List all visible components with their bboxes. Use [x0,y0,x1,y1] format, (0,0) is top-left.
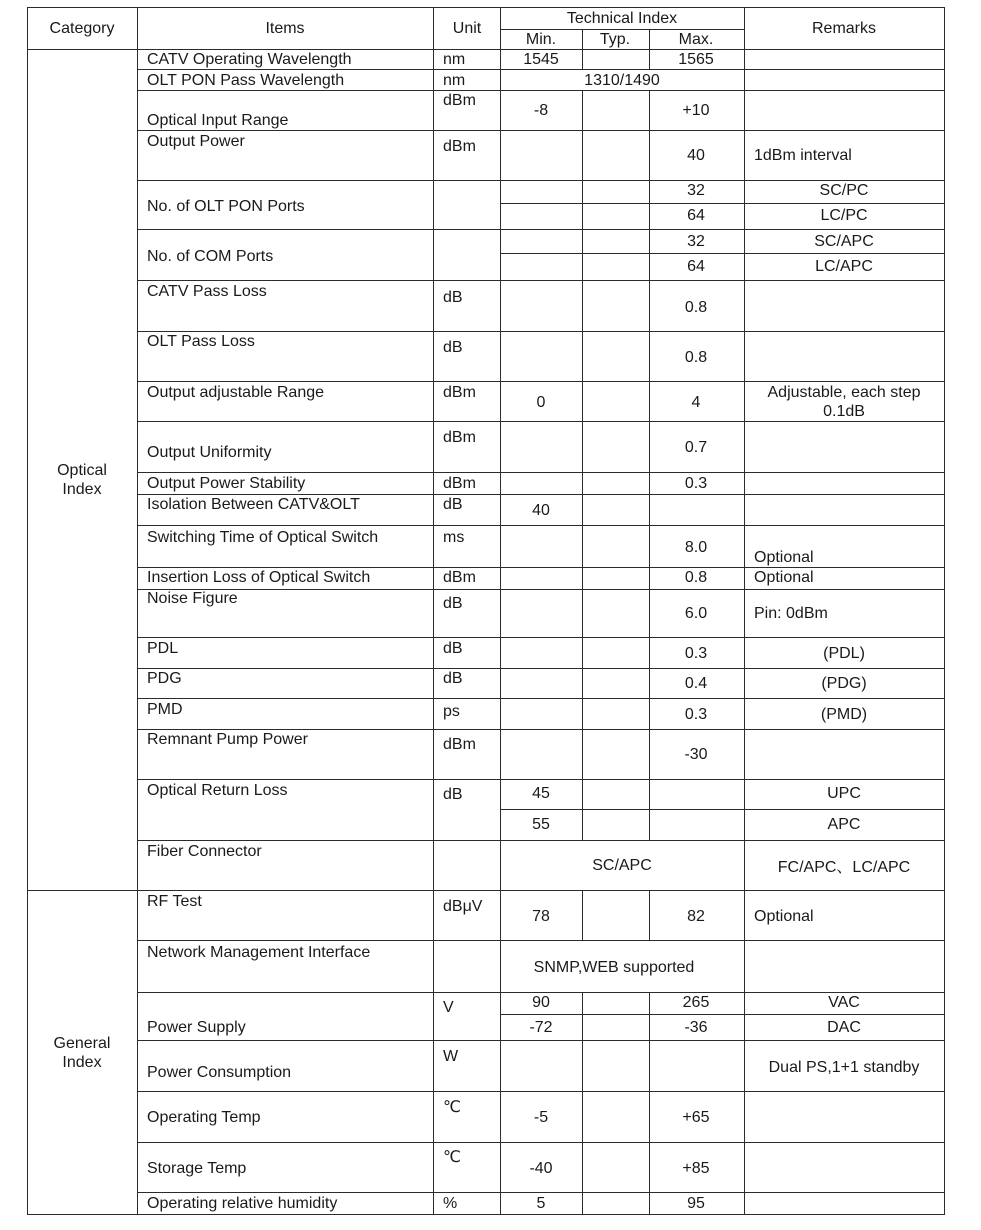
row-remark: Adjustable, each step [767,384,921,401]
row-item: No. of COM Ports [147,248,274,265]
row-item: Fiber Connector [147,843,262,860]
row-remark: VAC [828,994,860,1011]
row-max: -30 [684,746,708,763]
row-unit: dBm [443,138,476,155]
row-remark: (PDG) [821,675,867,692]
row-item: Operating relative humidity [147,1195,338,1212]
category-general: Index [62,1054,102,1071]
header-category: Category [49,20,115,37]
header-max: Max. [678,31,714,48]
row-unit: V [443,999,454,1016]
row-value: SNMP,WEB supported [533,959,695,976]
header-technical-index: Technical Index [566,10,678,27]
header-items: Items [265,20,305,37]
row-unit: dBm [443,92,476,109]
row-max: +65 [682,1109,710,1126]
row-item: PMD [147,701,183,718]
row-item: OLT Pass Loss [147,333,255,350]
row-unit: dB [443,640,463,657]
row-max: 0.8 [684,299,708,316]
row-item: Output Power [147,133,245,150]
row-max: 0.4 [684,675,708,692]
row-max: 0.8 [684,569,708,586]
row-item: No. of OLT PON Ports [147,198,305,215]
row-max: 0.3 [684,706,708,723]
row-min: 5 [536,1195,546,1212]
row-remark: Dual PS,1+1 standby [768,1059,920,1076]
row-unit: dBm [443,475,476,492]
row-remark: Pin: 0dBm [754,605,828,622]
row-typ: 1310/1490 [584,72,660,89]
row-item: Storage Temp [147,1160,247,1177]
row-max: 0.3 [684,645,708,662]
row-item: Optical Input Range [147,112,289,129]
row-item: CATV Pass Loss [147,283,267,300]
category-optical: Optical [57,462,107,479]
row-item: PDG [147,670,182,687]
row-max: 64 [687,207,705,224]
row-remark: SC/APC [814,233,874,250]
row-min: 90 [532,994,550,1011]
row-max: 0.7 [684,439,708,456]
row-min: -72 [529,1019,553,1036]
row-unit: dB [443,786,463,803]
row-remark: LC/PC [820,207,868,224]
row-max: 4 [691,394,701,411]
row-max: 8.0 [684,539,708,556]
row-item: PDL [147,640,179,657]
row-item: Insertion Loss of Optical Switch [147,569,371,586]
row-item: Noise Figure [147,590,238,607]
row-unit: ps [443,703,460,720]
row-unit: dBm [443,569,476,586]
row-max: 32 [687,233,705,250]
row-unit: nm [443,51,466,68]
row-item: Output Power Stability [147,475,306,492]
row-unit: dBm [443,384,476,401]
row-value: SC/APC [592,857,652,874]
row-item: Remnant Pump Power [147,731,308,748]
row-max: 1565 [678,51,714,68]
row-max: 0.8 [684,349,708,366]
row-remark: FC/APC、LC/APC [777,859,911,876]
row-remark: Optional [754,569,814,586]
row-min: 1545 [523,51,559,68]
row-max: 82 [687,908,705,925]
row-max: 265 [682,994,710,1011]
row-min: 45 [532,785,550,802]
header-remarks: Remarks [811,20,877,37]
row-remark: SC/PC [819,182,869,199]
row-max: -36 [684,1019,708,1036]
row-max: 40 [687,147,705,164]
row-unit: ℃ [443,1149,461,1166]
row-max: 0.3 [684,475,708,492]
row-item: Output Uniformity [147,444,272,461]
row-remark: 1dBm interval [754,147,852,164]
row-remark: (PDL) [823,645,865,662]
row-item: Power Consumption [147,1064,292,1081]
row-unit: W [443,1048,459,1065]
row-remark: DAC [827,1019,861,1036]
row-min: 40 [532,502,550,519]
row-remark: 0.1dB [823,403,865,420]
row-item: Power Supply [147,1019,246,1036]
row-min: -5 [533,1109,549,1126]
row-item: Network Management Interface [147,944,371,961]
row-unit: dBm [443,429,476,446]
row-remark: UPC [827,785,861,802]
row-unit: dBμV [443,898,483,915]
row-max: 32 [687,182,705,199]
row-item: Isolation Between CATV&OLT [147,496,360,513]
row-max: 6.0 [684,605,708,622]
row-unit: ℃ [443,1099,461,1116]
header-unit: Unit [452,20,482,37]
row-unit: dB [443,339,463,356]
row-remark: (PMD) [820,706,868,723]
header-typ: Typ. [599,31,631,48]
row-remark: LC/APC [815,258,873,275]
row-item: OLT PON Pass Wavelength [147,72,345,89]
row-unit: nm [443,72,466,89]
row-max: +85 [682,1160,710,1177]
row-remark: Optional [754,549,814,566]
row-item: CATV Operating Wavelength [147,51,352,68]
row-item: Operating Temp [147,1109,261,1126]
row-max: +10 [682,102,710,119]
row-unit: dBm [443,736,476,753]
row-unit: % [443,1195,458,1212]
row-remark: Optional [754,908,814,925]
row-item: Optical Return Loss [147,782,288,799]
category-general: General [53,1035,111,1052]
row-min: -8 [533,102,549,119]
row-unit: dB [443,496,463,513]
row-unit: dB [443,289,463,306]
row-unit: ms [443,529,465,546]
category-optical: Index [62,481,102,498]
row-unit: dB [443,595,463,612]
row-max: 95 [687,1195,705,1212]
row-max: 64 [687,258,705,275]
row-min: 78 [532,908,550,925]
row-remark: APC [827,816,861,833]
row-item: RF Test [147,893,202,910]
row-min: -40 [529,1160,553,1177]
row-item: Output adjustable Range [147,384,325,401]
row-min: 55 [532,816,550,833]
header-min: Min. [525,31,557,48]
row-unit: dB [443,670,463,687]
row-item: Switching Time of Optical Switch [147,529,379,546]
row-min: 0 [536,394,546,411]
